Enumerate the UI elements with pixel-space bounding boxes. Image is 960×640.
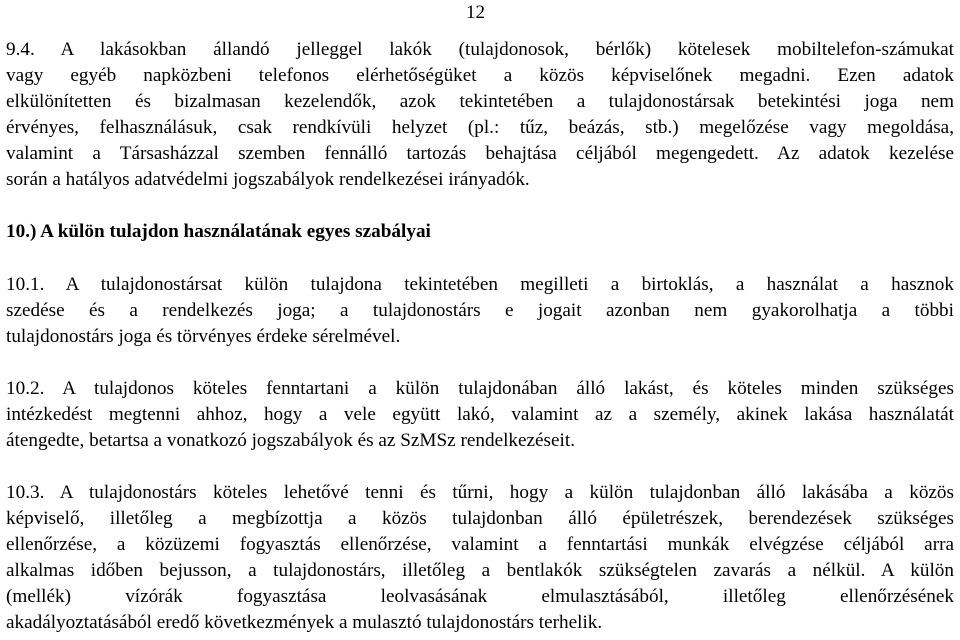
text-line: intézkedést megtenni ahhoz, hogy a vele együtt lakó, valamint az a személy, akinek lakása használatát [6,404,954,425]
page-number: 12 [466,2,485,23]
text-line: (mellék) vízórák fogyasztása leolvasásának elmulasztásából, illetőleg ellenőrzésének [6,586,954,607]
text-line: érvényes, felhasználásuk, csak rendkívüli helyzet (pl.: tűz, beázás, stb.) megelőzése vagy megoldása, [6,117,954,138]
text-line: ellenőrzése, a közüzemi fogyasztás ellenőrzése, valamint a fenntartási munkák elvégzése céljából arra [6,534,954,555]
text-line: tulajdonostárs joga és törvényes érdeke sérelmével. [6,326,401,347]
text-line: szedése és a rendelkezés joga; a tulajdonostárs e jogait azonban nem gyakorolhatja a többi [6,300,954,321]
text-line: 9.4. A lakásokban állandó jelleggel lakók (tulajdonosok, bérlők) kötelesek mobiltelefon-számukat [6,39,954,60]
text-line: valamint a Társasházzal szemben fennálló tartozás behajtása céljából megengedett. Az adatok kezelése [6,143,954,164]
text-line: átengedte, betartsa a vonatkozó jogszabályok és az SzMSz rendelkezéseit. [6,430,576,451]
text-line: során a hatályos adatvédelmi jogszabályok rendelkezései irányadók. [6,169,530,190]
text-line: alkalmas időben bejusson, a tulajdonostárs, illetőleg a bentlakók szükségtelen zavarás a nélkül. A külön [6,560,954,581]
text-line: elkülönítetten és bizalmasan kezelendők, azok tekintetében a tulajdonostársak betekintési joga nem [6,91,954,112]
text-line: 10.3. A tulajdonostárs köteles lehetővé tenni és tűrni, hogy a külön tulajdonban álló lakásába a közös [6,482,954,503]
text-line: vagy egyéb napközbeni telefonos elérhetőségüket a közös képviselőnek megadni. Ezen adatok [6,65,954,86]
text-line: képviselő, illetőleg a megbízottja a közös tulajdonban álló épületrészek, berendezések szükséges [6,508,954,529]
section-heading: 10.) A külön tulajdon használatának egyes szabályai [6,221,431,242]
text-line: akadályoztatásából eredő következmények a mulasztó tulajdonostárs terhelik. [6,612,603,633]
text-line: 10.1. A tulajdonostársat külön tulajdona tekintetében megilleti a birtoklás, a használat a hasznok [6,274,954,295]
text-line: 10.2. A tulajdonos köteles fenntartani a külön tulajdonában álló lakást, és köteles minden szükséges [6,378,954,399]
